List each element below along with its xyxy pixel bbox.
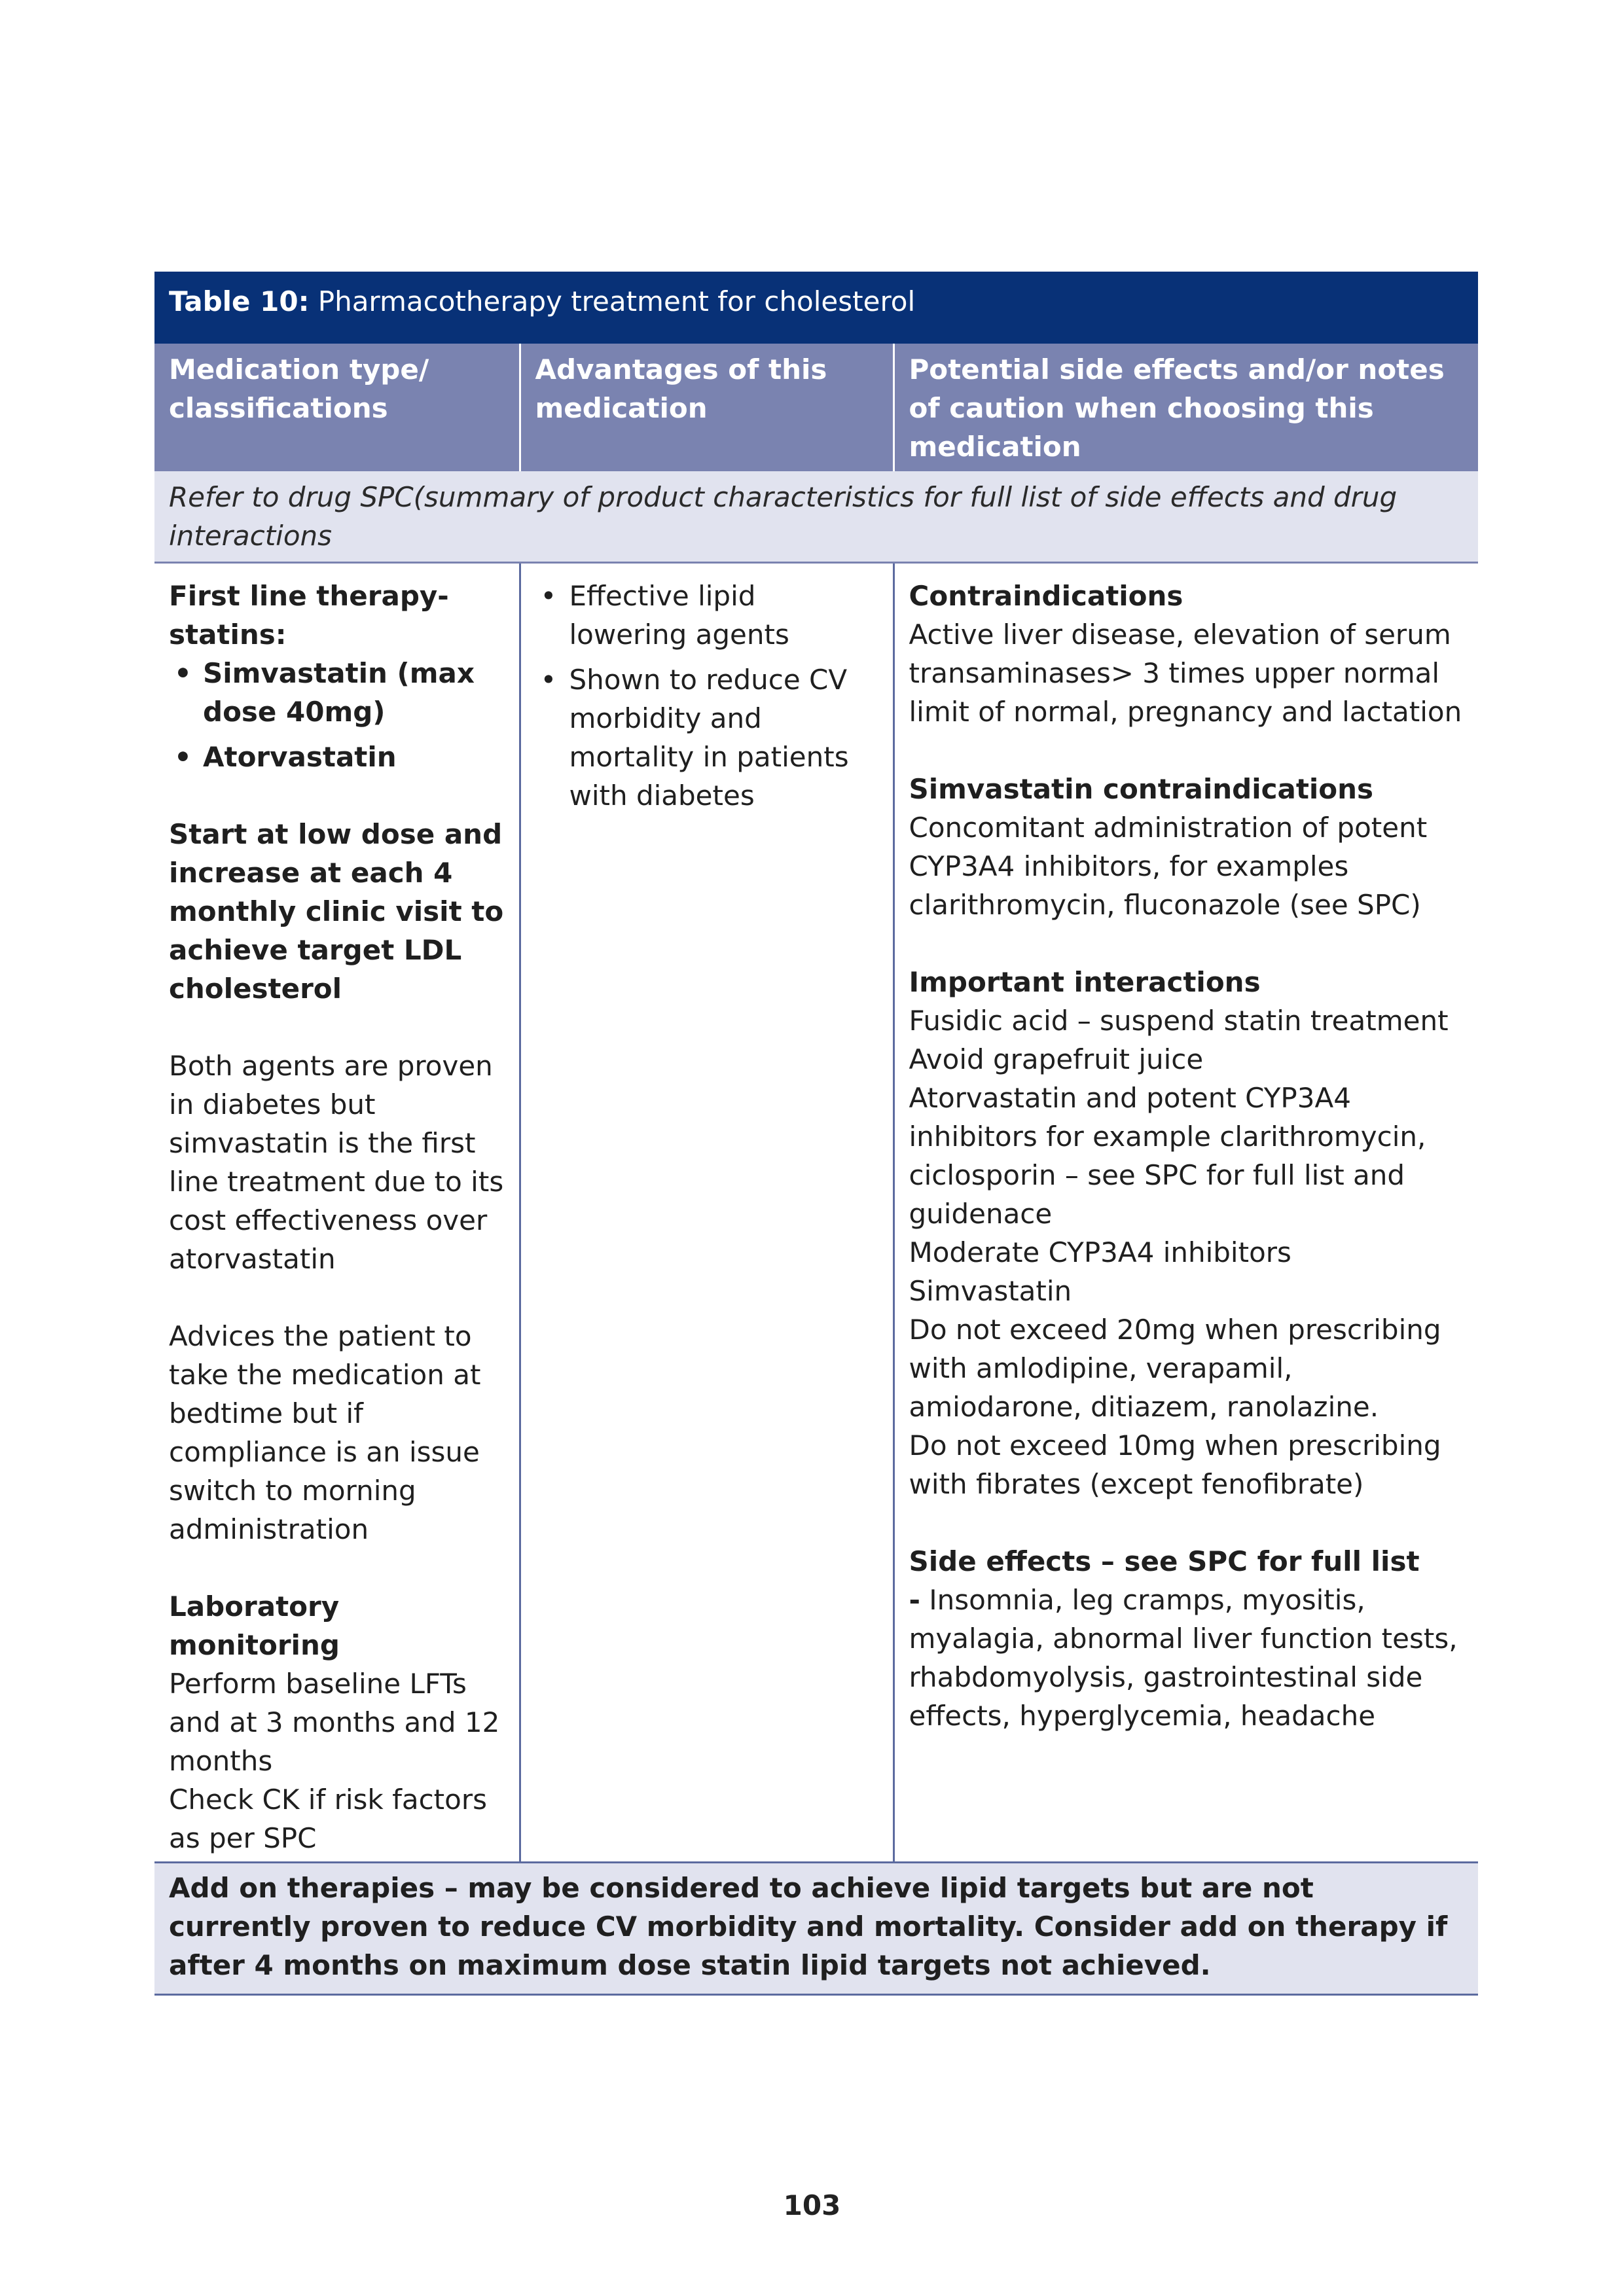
addon-therapies-row <box>154 1863 1478 1995</box>
header-advantages: Advantages of this medication <box>520 344 893 471</box>
advantages-list <box>535 577 878 815</box>
lab-line-1: Perform baseline LFTs and at 3 months and 12 months <box>169 1668 500 1777</box>
timing-advice: Advices the patient to take the medication at bedtime but if compliance is an issue switch to morning administration <box>169 1320 481 1545</box>
dose-advice: Start at low dose and increase at each 4 monthly clinic visit to achieve target LDL cholesterol <box>169 818 504 1005</box>
table-title-label: Table 10: <box>169 285 310 317</box>
first-line-heading: First line therapy- statins: <box>169 580 449 651</box>
statin-drug-list <box>169 654 505 776</box>
interaction-line: Atorvastatin and potent CYP3A4 inhibitors for example clarithromycin, ciclosporin – see SPC for full list and guidenace <box>909 1082 1426 1230</box>
contraindications-heading: Contraindications <box>909 580 1183 612</box>
table-header-row <box>154 344 1478 471</box>
interaction-line: Do not exceed 20mg when prescribing with amlodipine, verapamil, amiodarone, ditiazem, ranolazine. <box>909 1314 1441 1423</box>
statin-row <box>154 563 1478 1863</box>
page-number: 103 <box>783 2189 841 2221</box>
drug-simvastatin: • Simvastatin (max dose 40mg) <box>169 654 505 731</box>
side-effects-dash: - <box>909 1584 920 1616</box>
table-title-row <box>154 272 1478 344</box>
side-effects-cell <box>893 563 1478 1863</box>
advantage-item: • Shown to reduce CV morbidity and mortality in patients with diabetes <box>535 660 878 815</box>
medication-type-cell <box>154 563 520 1863</box>
interaction-line: Avoid grapefruit juice <box>909 1043 1204 1075</box>
simvastatin-contraindications-heading: Simvastatin contraindications <box>909 773 1374 805</box>
drug-atorvastatin: • Atorvastatin <box>169 738 505 776</box>
advantages-cell <box>520 563 893 1863</box>
contraindications-text: Active liver disease, elevation of serum transaminases> 3 times upper normal limit of normal, pregnancy and lactation <box>909 619 1462 728</box>
lab-monitoring-heading: Laboratory monitoring <box>169 1590 340 1661</box>
interaction-line: Simvastatin <box>909 1275 1072 1307</box>
reference-note: Refer to drug SPC(summary of product characteristics for full list of side effects and drug interactions <box>154 471 1478 563</box>
header-side-effects: Potential side effects and/or notes of caution when choosing this medication <box>893 344 1478 471</box>
table-title-text: Pharmacotherapy treatment for cholesterol <box>317 285 916 317</box>
side-effects-heading: Side effects – see SPC for full list <box>909 1545 1420 1577</box>
side-effects-text <box>909 1581 1464 1735</box>
simvastatin-contraindications-text: Concomitant administration of potent CYP3A4 inhibitors, for examples clarithromycin, fluconazole (see SPC) <box>909 812 1428 921</box>
agents-note: Both agents are proven in diabetes but simvastatin is the first line treatment due to its cost effectiveness over atorvastatin <box>169 1050 504 1275</box>
table-title <box>154 272 1478 344</box>
cholesterol-treatment-table <box>154 272 1478 1996</box>
advantage-item: • Effective lipid lowering agents <box>535 577 878 654</box>
interaction-line: Do not exceed 10mg when prescribing with fibrates (except fenofibrate) <box>909 1429 1441 1500</box>
addon-therapies-note: Add on therapies – may be considered to achieve lipid targets but are not currently proven to reduce CV morbidity and mortality. Consider add on therapy if after 4 months on maximum dose statin lipid targets not achieved. <box>154 1863 1478 1995</box>
interactions-heading: Important interactions <box>909 966 1261 998</box>
interaction-line: Fusidic acid – suspend statin treatment <box>909 1005 1449 1037</box>
header-medication-type: Medication type/ classifications <box>154 344 520 471</box>
lab-line-2: Check CK if risk factors as per SPC <box>169 1784 487 1854</box>
side-effects-list: Insomnia, leg cramps, myositis, myalagia, abnormal liver function tests, rhabdomyolysis, gastrointestinal side effects, hyperglycemia, headache <box>909 1584 1458 1732</box>
reference-note-row <box>154 471 1478 563</box>
interaction-line: Moderate CYP3A4 inhibitors <box>909 1236 1291 1268</box>
